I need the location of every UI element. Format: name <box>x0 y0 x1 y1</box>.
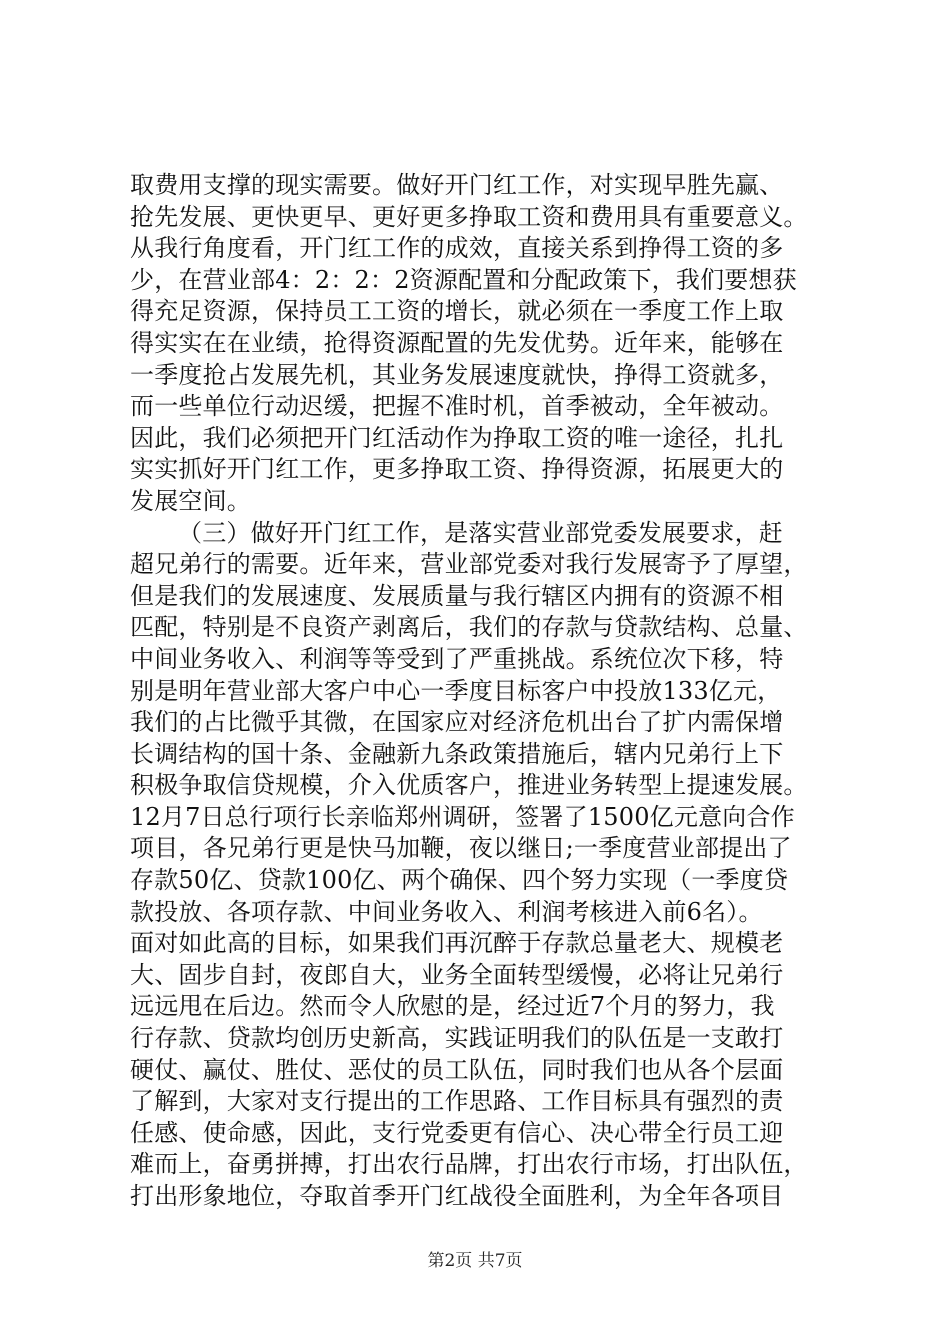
text-line: 超兄弟行的需要。近年来，营业部党委对我行发展寄予了厚望， <box>130 550 808 579</box>
text-line: 少，在营业部4：2：2：2资源配置和分配政策下，我们要想获 <box>130 265 797 294</box>
text-line: 款投放、各项存款、中间业务收入、利润考核进入前6名）。 <box>130 897 763 926</box>
text-line: 别是明年营业部大客户中心一季度目标客户中投放133亿元， <box>130 676 782 705</box>
text-line: 了解到，大家对支行提出的工作思路、工作目标具有强烈的责 <box>130 1087 784 1116</box>
text-line: 从我行角度看，开门红工作的成效，直接关系到挣得工资的多 <box>130 234 784 263</box>
text-line: 实实抓好开门红工作，更多挣取工资、挣得资源，拓展更大的 <box>130 455 784 484</box>
text-line: 长调结构的国十条、金融新九条政策措施后，辖内兄弟行上下 <box>130 739 784 768</box>
text-line: 发展空间。 <box>130 486 251 515</box>
text-line: 存款50亿、贷款100亿、两个确保、四个努力实现（一季度贷 <box>130 866 789 895</box>
text-line: 硬仗、赢仗、胜仗、恶仗的员工队伍，同时我们也从各个层面 <box>130 1055 784 1084</box>
text-line: 任感、使命感，因此，支行党委更有信心、决心带全行员工迎 <box>130 1118 784 1147</box>
text-line: 积极争取信贷规模，介入优质客户，推进业务转型上提速发展。 <box>130 771 808 800</box>
text-line: 难而上，奋勇拼搏，打出农行品牌，打出农行市场，打出队伍， <box>130 1150 808 1179</box>
text-line: 面对如此高的目标，如果我们再沉醉于存款总量老大、规模老 <box>130 929 784 958</box>
text-line: 远远甩在后边。然而令人欣慰的是，经过近7个月的努力，我 <box>130 992 775 1021</box>
text-line: 取费用支撑的现实需要。做好开门红工作，对实现早胜先赢、 <box>130 171 784 199</box>
text-line: 打出形象地位，夺取首季开门红战役全面胜利，为全年各项目 <box>130 1182 784 1210</box>
text-line: 匹配，特别是不良资产剥离后，我们的存款与贷款结构、总量、 <box>130 613 808 642</box>
text-line: 但是我们的发展速度、发展质量与我行辖区内拥有的资源不相 <box>130 581 784 610</box>
document-body <box>130 170 830 1213</box>
text-line: 12月7日总行项行长亲临郑州调研，签署了1500亿元意向合作 <box>130 802 795 831</box>
text-line: 大、固步自封，夜郎自大，业务全面转型缓慢，必将让兄弟行 <box>130 960 784 989</box>
text-line: 因此，我们必须把开门红活动作为挣取工资的唯一途径，扎扎 <box>130 423 784 452</box>
page-number-footer: 第2页 共7页 <box>427 1251 523 1271</box>
text-line: 抢先发展、更快更早、更好更多挣取工资和费用具有重要意义。 <box>130 202 808 231</box>
text-line: 而一些单位行动迟缓，把握不准时机，首季被动，全年被动。 <box>130 392 784 421</box>
text-line: 得充足资源，保持员工工资的增长，就必须在一季度工作上取 <box>130 297 784 326</box>
text-line: 我们的占比微乎其微，在国家应对经济危机出台了扩内需保增 <box>130 708 784 737</box>
text-line: 项目，各兄弟行更是快马加鞭，夜以继日;一季度营业部提出了 <box>130 834 792 863</box>
text-line: 行存款、贷款均创历史新高，实践证明我们的队伍是一支敢打 <box>130 1024 784 1053</box>
text-line: 中间业务收入、利润等等受到了严重挑战。系统位次下移，特 <box>130 644 784 673</box>
paragraph-heading-line: （三）做好开门红工作，是落实营业部党委发展要求，赶 <box>178 518 783 547</box>
text-line: 得实实在在业绩，抢得资源配置的先发优势。近年来，能够在 <box>130 328 784 357</box>
text-line: 一季度抢占发展先机，其业务发展速度就快，挣得工资就多， <box>130 360 784 389</box>
